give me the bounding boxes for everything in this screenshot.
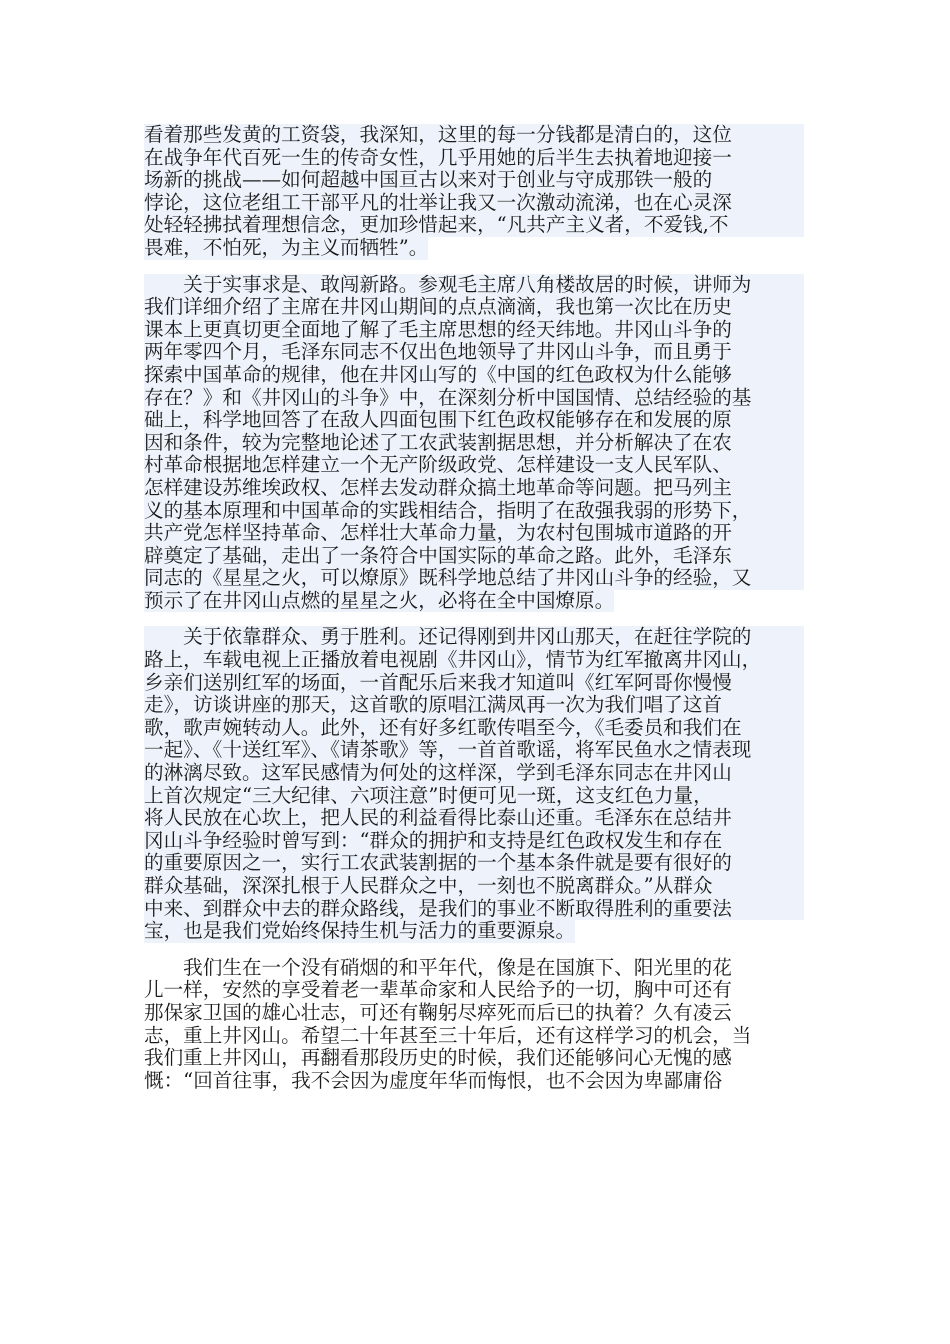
text-line: 关于实事求是、敢闯新路。参观毛主席八角楼故居的时候，讲师为 xyxy=(144,274,804,297)
text-line: 走》，访谈讲座的那天，这首歌的原唱江满凤再一次为我们唱了这首 xyxy=(144,694,804,717)
text-line: 畏难，不怕死，为主义而牺牲”。 xyxy=(144,235,429,259)
text-line: 儿一样，安然的享受着老一辈革命家和人民给予的一切，胸中可还有 xyxy=(144,978,732,1002)
text-line: 我们重上井冈山，再翻看那段历史的时候，我们还能够问心无愧的感 xyxy=(144,1046,732,1070)
text-line: 路上，车载电视上正播放着电视剧《井冈山》，情节为红军撤离井冈山， xyxy=(144,649,804,672)
text-line: 在战争年代百死一生的传奇女性，几乎用她的后半生去执着地迎接一 xyxy=(144,147,804,170)
text-line: 共产党怎样坚持革命、怎样壮大革命力量，为农村包围城市道路的开 xyxy=(144,522,804,545)
text-line: 那保家卫国的雄心壮志，可还有鞠躬尽瘁死而后已的执着？久有凌云 xyxy=(144,1000,732,1024)
text-line: 的重要原因之一，实行工农武装割据的一个基本条件就是要有很好的 xyxy=(144,852,804,875)
text-line: 一起》、《十送红军》、《请茶歌》等，一首首歌谣，将军民鱼水之情表现 xyxy=(144,739,804,762)
text-line: 将人民放在心坎上，把人民的利益看得比泰山还重。毛泽东在总结井 xyxy=(144,807,804,830)
paragraph-4 xyxy=(144,957,804,1093)
text-line: 歌，歌声婉转动人。此外，还有好多红歌传唱至今，《毛委员和我们在 xyxy=(144,717,804,740)
text-line: 探索中国革命的规律，他在井冈山写的《中国的红色政权为什么能够 xyxy=(144,364,804,387)
paragraph-1 xyxy=(144,124,804,260)
text-line: 群众基础，深深扎根于人民群众之中，一刻也不脱离群众。”从群众 xyxy=(144,875,804,898)
text-line: 义的基本原理和中国革命的实践相结合，指明了在敌强我弱的形势下， xyxy=(144,500,804,523)
text-line: 的淋漓尽致。这军民感情为何处的这样深，学到毛泽东同志在井冈山 xyxy=(144,762,804,785)
text-line: 志，重上井冈山。希望二十年甚至三十年后，还有这样学习的机会，当 xyxy=(144,1023,752,1047)
text-line: 础上，科学地回答了在敌人四面包围下红色政权能够存在和发展的原 xyxy=(144,409,804,432)
text-line: 村革命根据地怎样建立一个无产阶级政党、怎样建设一支人民军队、 xyxy=(144,454,804,477)
document-body xyxy=(144,124,804,1106)
text-line: 课本上更真切更全面地了解了毛主席思想的经天纬地。井冈山斗争的 xyxy=(144,319,804,342)
text-line: 场新的挑战——如何超越中国亘古以来对于创业与守成那铁一般的 xyxy=(144,169,804,192)
text-line: 关于依靠群众、勇于胜利。还记得刚到井冈山那天，在赶往学院的 xyxy=(144,626,804,649)
text-line: 处轻轻拂拭着理想信念，更加珍惜起来，“凡共产主义者，不爱钱,不 xyxy=(144,214,804,237)
text-line: 预示了在井冈山点燃的星星之火，必将在全中国燎原。 xyxy=(144,588,615,612)
text-line: 悖论，这位老组工干部平凡的壮举让我又一次激动流涕，也在心灵深 xyxy=(144,192,804,215)
text-line: 冈山斗争经验时曾写到：“群众的拥护和支持是红色政权发生和存在 xyxy=(144,830,804,853)
paragraph-3 xyxy=(144,626,804,942)
text-line: 中来、到群众中去的群众路线，是我们的事业不断取得胜利的重要法 xyxy=(144,898,804,921)
text-line: 看着那些发黄的工资袋，我深知，这里的每一分钱都是清白的，这位 xyxy=(144,124,804,147)
text-line: 两年零四个月，毛泽东同志不仅出色地领导了井冈山斗争，而且勇于 xyxy=(144,341,804,364)
text-line: 因和条件，较为完整地论述了工农武装割据思想，并分析解决了在农 xyxy=(144,432,804,455)
text-line: 我们生在一个没有硝烟的和平年代，像是在国旗下、阳光里的花 xyxy=(144,955,732,979)
text-line: 同志的《星星之火，可以燎原》既科学地总结了井冈山斗争的经验，又 xyxy=(144,567,804,590)
text-line: 乡亲们送别红军的场面，一首配乐后来我才知道叫《红军阿哥你慢慢 xyxy=(144,672,804,695)
paragraph-2 xyxy=(144,274,804,613)
text-line: 怎样建设苏维埃政权、怎样去发动群众搞土地革命等问题。把马列主 xyxy=(144,477,804,500)
text-line: 慨：“回首往事，我不会因为虚度年华而悔恨，也不会因为卑鄙庸俗 xyxy=(144,1068,723,1092)
text-line: 我们详细介绍了主席在井冈山期间的点点滴滴，我也第一次比在历史 xyxy=(144,296,804,319)
text-line: 宝，也是我们党始终保持生机与活力的重要源泉。 xyxy=(144,919,576,943)
text-line: 辟奠定了基础，走出了一条符合中国实际的革命之路。此外，毛泽东 xyxy=(144,545,804,568)
text-line: 上首次规定“三大纪律、六项注意”时便可见一斑，这支红色力量， xyxy=(144,785,804,808)
text-line: 存在？》和《井冈山的斗争》中，在深刻分析中国国情、总结经验的基 xyxy=(144,387,804,410)
